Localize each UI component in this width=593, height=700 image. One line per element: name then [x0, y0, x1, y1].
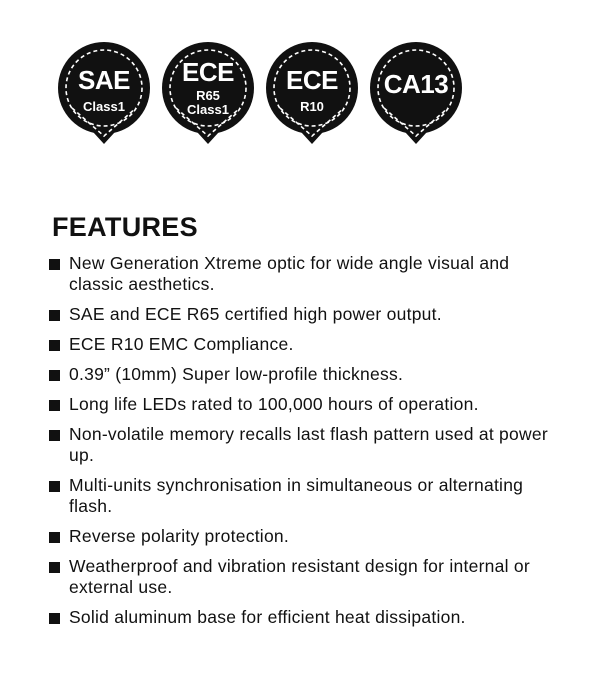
badge-ece-r10	[262, 40, 362, 148]
feature-item	[48, 607, 568, 628]
feature-list	[48, 253, 568, 637]
feature-text: Non-volatile memory recalls last flash pattern used at power up.	[69, 424, 548, 465]
feature-item	[48, 394, 568, 415]
certification-badges	[54, 40, 474, 150]
feature-item	[48, 304, 568, 325]
feature-item	[48, 526, 568, 547]
feature-item	[48, 424, 568, 466]
square-bullet-icon	[49, 370, 60, 381]
square-bullet-icon	[49, 481, 60, 492]
badge-line1: CA13	[383, 69, 449, 99]
badge-line3: Class1	[83, 99, 125, 114]
square-bullet-icon	[49, 400, 60, 411]
square-bullet-icon	[49, 613, 60, 624]
feature-text: SAE and ECE R65 certified high power output.	[69, 304, 442, 324]
feature-item	[48, 556, 568, 598]
feature-item	[48, 253, 568, 295]
feature-item	[48, 475, 568, 517]
badge-ca13	[366, 40, 466, 148]
square-bullet-icon	[49, 259, 60, 270]
feature-text: Weatherproof and vibration resistant design for internal or external use.	[69, 556, 530, 597]
feature-text: ECE R10 EMC Compliance.	[69, 334, 294, 354]
badge-line1: ECE	[182, 57, 234, 87]
feature-text: Multi-units synchronisation in simultaneous or alternating flash.	[69, 475, 524, 516]
features-heading: FEATURES	[52, 212, 198, 242]
square-bullet-icon	[49, 310, 60, 321]
feature-text: 0.39” (10mm) Super low-profile thickness.	[69, 364, 404, 384]
feature-text: Solid aluminum base for efficient heat dissipation.	[69, 607, 466, 627]
square-bullet-icon	[49, 430, 60, 441]
feature-text: Reverse polarity protection.	[69, 526, 290, 546]
badge-line3: R10	[300, 99, 324, 114]
badge-sae-class1	[54, 40, 154, 148]
square-bullet-icon	[49, 340, 60, 351]
feature-item	[48, 334, 568, 355]
square-bullet-icon	[49, 532, 60, 543]
feature-text: New Generation Xtreme optic for wide angle visual and classic aesthetics.	[69, 253, 510, 294]
badge-line2: R65	[196, 88, 220, 103]
badge-ece-r65-class1	[158, 40, 258, 148]
badge-line1: ECE	[286, 65, 338, 95]
badge-line3: Class1	[187, 102, 229, 117]
badge-line1: SAE	[78, 65, 130, 95]
feature-item	[48, 364, 568, 385]
square-bullet-icon	[49, 562, 60, 573]
feature-text: Long life LEDs rated to 100,000 hours of operation.	[69, 394, 479, 414]
